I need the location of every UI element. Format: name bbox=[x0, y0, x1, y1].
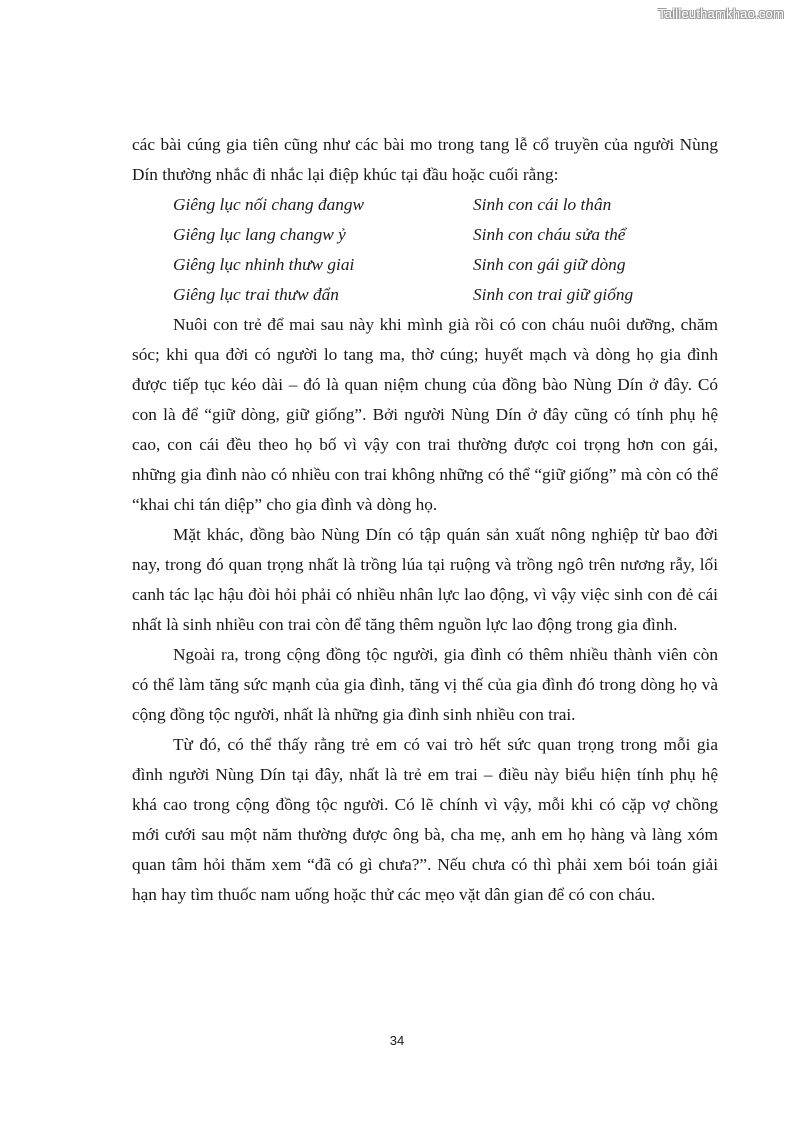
poem-line bbox=[132, 220, 718, 250]
poem-left: Giêng lục nối chang đangw bbox=[173, 195, 365, 214]
paragraph-line: con là để “giữ dòng, giữ giống”. Bởi người Nùng Dín ở đây cũng có tính phụ hệ bbox=[132, 405, 718, 424]
paragraph-line: Ngoài ra, trong cộng đồng tộc người, gia đình có thêm nhiều thành viên còn bbox=[173, 645, 718, 664]
paragraph-line: khá cao trong cộng đồng tộc người. Có lẽ chính vì vậy, mỗi khi có cặp vợ chồng bbox=[132, 795, 718, 814]
paragraph-line: sóc; khi qua đời có người lo tang ma, thờ cúng; huyết mạch và dòng họ gia đình bbox=[132, 345, 718, 364]
paragraph-line: mới cưới sau một năm thường được ông bà, cha mẹ, anh em họ hàng và làng xóm bbox=[132, 825, 718, 844]
poem-left: Giêng lục lang changw ỷ bbox=[173, 225, 346, 244]
poem-right: Sinh con trai giữ giống bbox=[473, 285, 634, 304]
poem-verse bbox=[132, 190, 718, 310]
intro-line: các bài cúng gia tiên cũng như các bài mo trong tang lễ cổ truyền của người Nùng bbox=[132, 135, 718, 154]
body-paragraph bbox=[132, 640, 718, 730]
paragraph-line: cộng đồng tộc người, nhất là những gia đình sinh nhiều con trai. bbox=[132, 705, 576, 724]
intro-paragraph bbox=[132, 130, 718, 190]
paragraph-line: quan tâm hỏi thăm xem “đã có gì chưa?”. Nếu chưa có thì phải xem bói toán giải bbox=[132, 855, 718, 874]
paragraph-line: hạn hay tìm thuốc nam uống hoặc thử các mẹo vặt dân gian để có con cháu. bbox=[132, 885, 656, 904]
intro-line: Dín thường nhắc đi nhắc lại điệp khúc tại đầu hoặc cuối rằng: bbox=[132, 165, 559, 184]
paragraph-line: nhất là sinh nhiều con trai còn để tăng thêm nguồn lực lao động trong gia đình. bbox=[132, 615, 678, 634]
poem-right: Sinh con cháu sửa thể bbox=[473, 225, 626, 244]
poem-right: Sinh con cái lo thân bbox=[473, 195, 612, 214]
poem-left: Giêng lục trai thưw đẩn bbox=[173, 285, 339, 304]
body-paragraph bbox=[132, 310, 718, 520]
poem-line bbox=[132, 190, 718, 220]
page-content bbox=[132, 130, 718, 910]
paragraph-line: “khai chi tán diệp” cho gia đình và dòng họ. bbox=[132, 495, 438, 514]
body-paragraph bbox=[132, 520, 718, 640]
paragraph-line: nay, trong đó quan trọng nhất là trồng lúa tại ruộng và trồng ngô trên nương rẫy, lối bbox=[132, 555, 718, 574]
paragraph-line: đình người Nùng Dín tại đây, nhất là trẻ em trai – điều này biểu hiện tính phụ hệ bbox=[132, 765, 718, 784]
paragraph-line: được tiếp tục kéo dài – đó là quan niệm chung của đồng bào Nùng Dín ở đây. Có bbox=[132, 375, 718, 394]
paragraph-line: những gia đình nào có nhiều con trai không những có thể “giữ giống” mà còn có thể bbox=[132, 465, 718, 484]
paragraph-line: cao, con cái đều theo họ bố vì vậy con trai thường được coi trọng hơn con gái, bbox=[132, 435, 718, 454]
paragraph-line: có thể làm tăng sức mạnh của gia đình, tăng vị thế của gia đình đó trong dòng họ và bbox=[132, 675, 718, 694]
poem-line bbox=[132, 280, 718, 310]
poem-line bbox=[132, 250, 718, 280]
paragraph-line: Từ đó, có thể thấy rằng trẻ em có vai trò hết sức quan trọng trong mỗi gia bbox=[173, 735, 718, 754]
poem-right: Sinh con gái giữ dòng bbox=[473, 255, 626, 274]
watermark: Tailieuthamkhao.com bbox=[658, 6, 784, 21]
poem-left: Giêng lục nhinh thưw giai bbox=[173, 255, 355, 274]
page-number: 34 bbox=[389, 1033, 405, 1048]
paragraph-line: Mặt khác, đồng bào Nùng Dín có tập quán sản xuất nông nghiệp từ bao đời bbox=[173, 525, 718, 544]
paragraph-line: canh tác lạc hậu đòi hỏi phải có nhiều nhân lực lao động, vì vậy việc sinh con đẻ cái bbox=[132, 585, 718, 604]
body-paragraph bbox=[132, 730, 718, 910]
paragraph-line: Nuôi con trẻ để mai sau này khi mình già rồi có con cháu nuôi dưỡng, chăm bbox=[173, 315, 718, 334]
